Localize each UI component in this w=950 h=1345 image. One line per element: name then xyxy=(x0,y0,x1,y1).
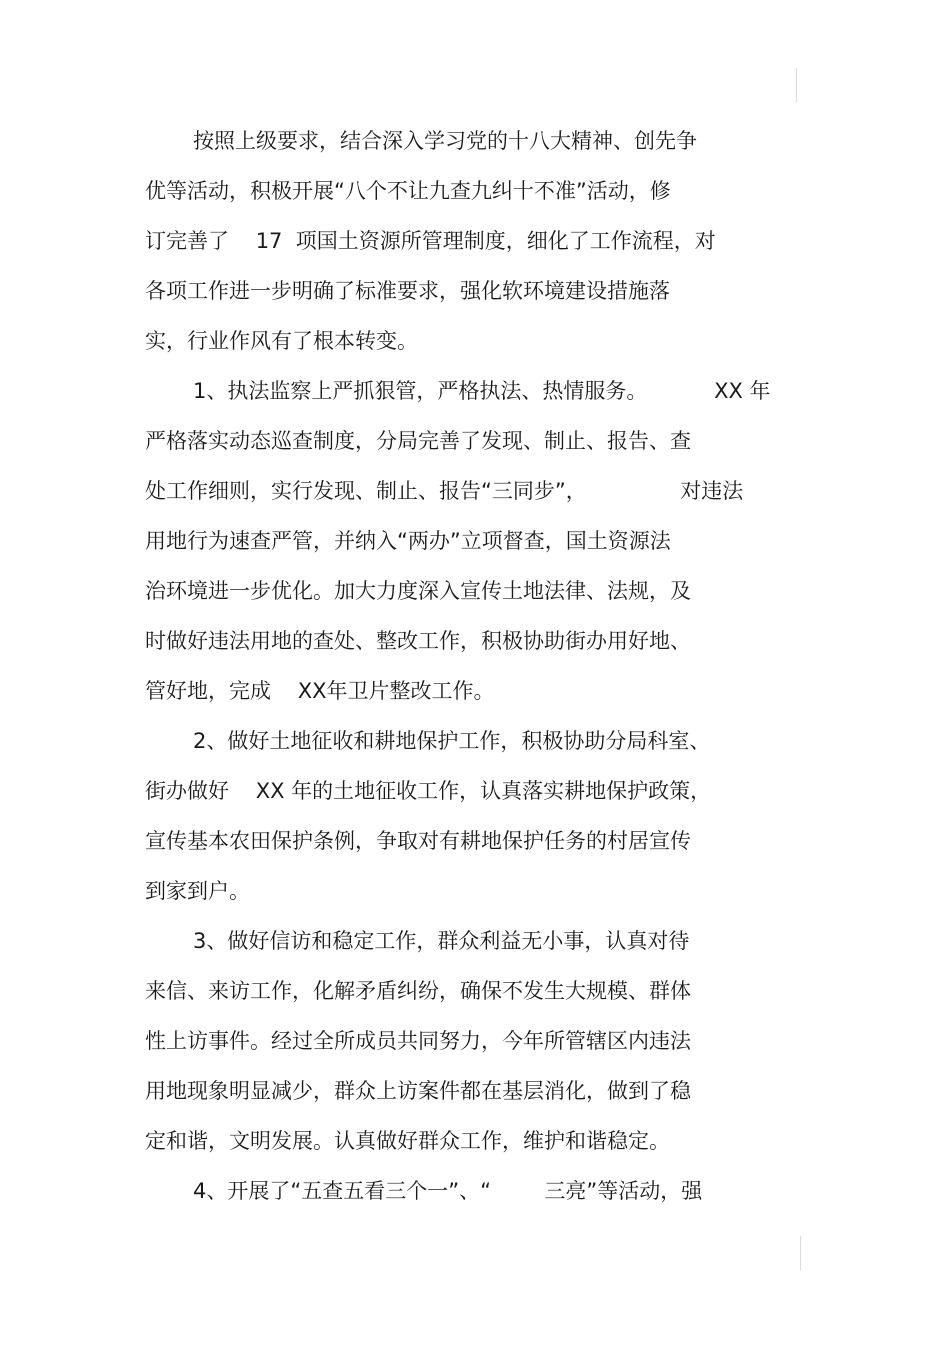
paragraph-4-line-1: 3、做好信访和稳定工作，群众利益无小事，认真对待 xyxy=(193,929,690,953)
paragraph-4-line-4: 用地现象明显减少，群众上访案件都在基层消化，做到了稳 xyxy=(145,1079,691,1103)
paragraph-2-line-2: 严格落实动态巡查制度，分局完善了发现、制止、报告、查 xyxy=(145,429,691,453)
paragraph-4-line-3: 性上访事件。经过全所成员共同努力，今年所管辖区内违法 xyxy=(145,1029,691,1053)
paragraph-3-line-3: 宣传基本农田保护条例，争取对有耕地保护任务的村居宣传 xyxy=(145,829,691,853)
paragraph-4-line-5: 定和谐，文明发展。认真做好群众工作，维护和谐稳定。 xyxy=(145,1129,670,1153)
page-corner-mark-bottom xyxy=(800,1236,801,1270)
paragraph-1-line-4: 各项工作进一步明确了标准要求，强化软环境建设措施落 xyxy=(145,279,670,303)
paragraph-1-line-1: 按照上级要求，结合深入学习党的十八大精神、创先争 xyxy=(193,129,697,153)
paragraph-3-line-2: 街办做好 XX 年的土地征收工作，认真落实耕地保护政策， xyxy=(145,779,712,803)
paragraph-3-line-4: 到家到户。 xyxy=(145,879,250,903)
paragraph-3-line-1: 2、做好土地征收和耕地保护工作，积极协助分局科室、 xyxy=(193,729,711,753)
paragraph-2-line-4: 用地行为速查严管，并纳入“两办”立项督查，国土资源法 xyxy=(145,529,671,553)
paragraph-5-line-1: 4、开展了“五查五看三个一”、“ 三亮”等活动，强 xyxy=(193,1179,703,1203)
page-corner-mark-top xyxy=(796,68,797,102)
paragraph-1-line-5: 实，行业作风有了根本转变。 xyxy=(145,329,418,353)
paragraph-2-line-1: 1、执法监察上严抓狠管，严格执法、热情服务。 XX 年 xyxy=(193,379,771,403)
paragraph-1-line-2: 优等活动，积极开展“八个不让九查九纠十不准”活动，修 xyxy=(145,179,671,203)
paragraph-2-line-3: 处工作细则，实行发现、制止、报告“三同步”， 对违法 xyxy=(145,479,744,503)
paragraph-2-line-5: 治环境进一步优化。加大力度深入宣传土地法律、法规，及 xyxy=(145,579,691,603)
paragraph-2-line-7: 管好地，完成 XX年卫片整改工作。 xyxy=(145,679,495,703)
paragraph-2-line-6: 时做好违法用地的查处、整改工作，积极协助街办用好地、 xyxy=(145,629,691,653)
paragraph-1-line-3: 订完善了 17 项国土资源所管理制度，细化了工作流程，对 xyxy=(145,229,716,253)
paragraph-4-line-2: 来信、来访工作，化解矛盾纠纷，确保不发生大规模、群体 xyxy=(145,979,691,1003)
